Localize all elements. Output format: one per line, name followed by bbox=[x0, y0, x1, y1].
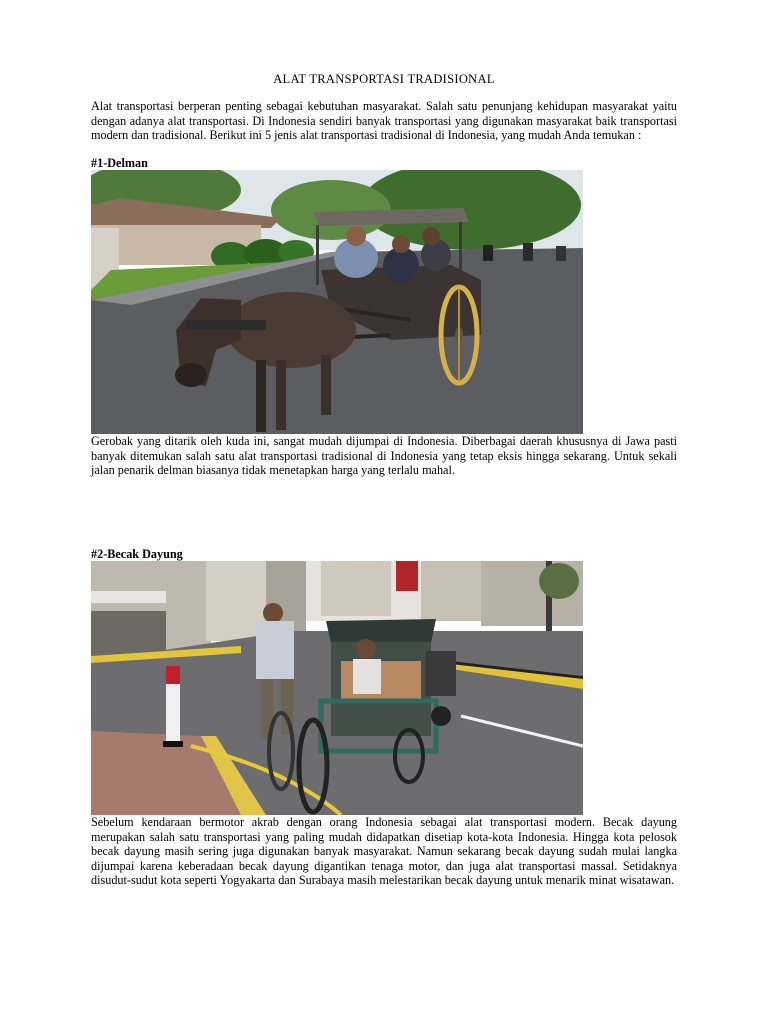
becak-photo bbox=[91, 561, 583, 815]
section-heading-delman: #1-Delman bbox=[91, 156, 148, 170]
becak-paragraph: Sebelum kendaraan bermotor akrab dengan orang Indonesia sebagai alat transportasi modern. Becak dayung merupakan salah satu transportasi yang paling mudah didapatkan disetiap kota-kota Indonesia. Hingga kota pelosok becak dayung masih sering juga digunakan banyak masyarakat. Namun sekarang becak dayung sudah mulai langka dijumpai karena keberadaan becak dayung digantikan tenaga motor, dan juga alat transportasi massal. Setidaknya disudut-sudut kota seperti Yogyakarta dan Surabaya masih melestarikan becak dayung untuk menarik minat wisatawan. bbox=[91, 815, 677, 888]
intro-paragraph: Alat transportasi berperan penting sebagai kebutuhan masyarakat. Salah satu penunjang kehidupan masyarakat yaitu dengan adanya alat transportasi. Di Indonesia sendiri banyak transportasi yang digunakan masyarakat baik transportasi modern dan tradisional. Berikut ini 5 jenis alat transportasi tradisional di Indonesia, yang mudah Anda temukan : bbox=[91, 99, 677, 143]
delman-photo bbox=[91, 170, 583, 434]
section-heading-becak: #2-Becak Dayung bbox=[91, 547, 183, 561]
document-title: ALAT TRANSPORTASI TRADISIONAL bbox=[273, 72, 495, 86]
delman-paragraph: Gerobak yang ditarik oleh kuda ini, sangat mudah dijumpai di Indonesia. Diberbagai daerah khususnya di Jawa pasti banyak ditemukan salah satu alat transportasi tradisional di Indonesia yang tetap eksis hingga sekarang. Untuk sekali jalan penarik delman biasanya tidak menetapkan harga yang terlalu mahal. bbox=[91, 434, 677, 478]
